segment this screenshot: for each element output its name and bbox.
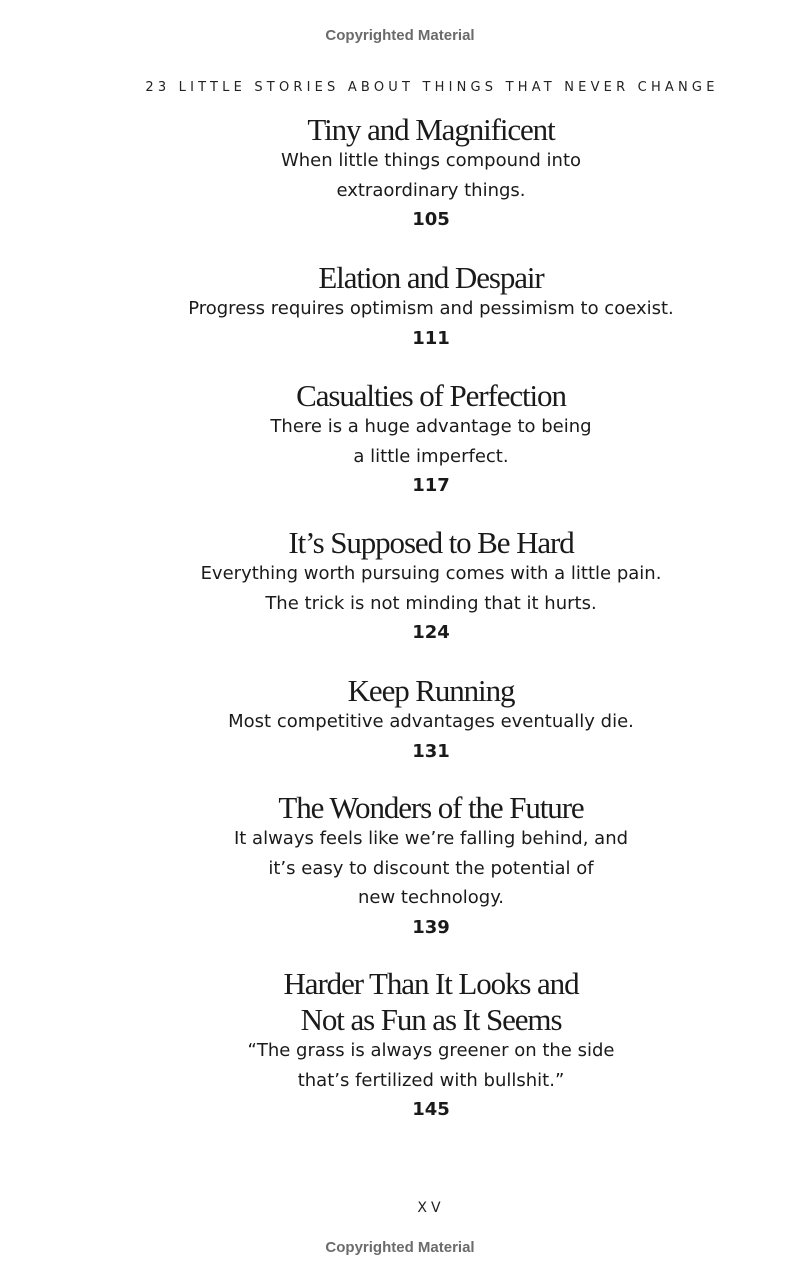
entry-title: It’s Supposed to Be Hard xyxy=(288,525,574,560)
entry-title: Elation and Despair xyxy=(318,260,544,295)
entry-description-line: extraordinary things. xyxy=(336,179,526,201)
entry-title: Casualties of Perfection xyxy=(296,378,566,413)
toc-entry-the-wonders-of-the-future[interactable] xyxy=(0,790,800,942)
page-folio: XV xyxy=(417,1200,445,1216)
entry-page-number: 124 xyxy=(412,622,450,643)
entry-description-line: that’s fertilized with bullshit.” xyxy=(297,1069,565,1091)
entry-description-line: it’s easy to discount the potential of xyxy=(268,857,594,879)
entry-description-line: When little things compound into xyxy=(280,150,582,171)
entry-description-line: Progress requires optimism and pessimism to coexist. xyxy=(188,298,674,319)
entry-description-line: new technology. xyxy=(357,887,505,908)
entry-description-line: There is a huge advantage to being xyxy=(270,416,592,437)
entry-description-line: The trick is not minding that it hurts. xyxy=(265,592,597,614)
entry-description-line: a little imperfect. xyxy=(353,445,509,467)
entry-page-number: 131 xyxy=(412,740,450,762)
entry-page-number: 111 xyxy=(412,327,450,349)
toc-entry-tiny-and-magnificent[interactable] xyxy=(0,112,800,235)
entry-description-line: It always feels like we’re falling behind, and xyxy=(233,828,629,849)
entry-description-line: “The grass is always greener on the side xyxy=(247,1040,615,1061)
toc-entry-elation-and-despair[interactable] xyxy=(0,260,800,353)
running-head: 23 LITTLE STORIES ABOUT THINGS THAT NEVER CHANGE xyxy=(145,80,719,95)
toc-entry-keep-running[interactable] xyxy=(0,673,800,766)
entry-title: Tiny and Magnificent xyxy=(307,112,555,147)
copyright-watermark-bottom: Copyrighted Material xyxy=(325,1239,475,1256)
entry-title: Not as Fun as It Seems xyxy=(300,1002,562,1037)
toc-entry-harder-than-it-looks[interactable] xyxy=(0,966,800,1125)
entry-description-line: Everything worth pursuing comes with a little pain. xyxy=(200,563,662,584)
entry-page-number: 105 xyxy=(412,209,450,230)
entry-title: The Wonders of the Future xyxy=(278,790,584,825)
entry-page-number: 117 xyxy=(412,475,450,496)
entry-page-number: 139 xyxy=(412,916,450,938)
copyright-watermark-top: Copyrighted Material xyxy=(325,27,475,44)
entry-description-line: Most competitive advantages eventually die. xyxy=(228,711,634,732)
entry-page-number: 145 xyxy=(412,1099,450,1120)
toc-entry-casualties-of-perfection[interactable] xyxy=(0,378,800,501)
entry-title: Harder Than It Looks and xyxy=(283,966,579,1001)
entry-title: Keep Running xyxy=(347,673,515,708)
toc-entry-its-supposed-to-be-hard[interactable] xyxy=(0,525,800,648)
